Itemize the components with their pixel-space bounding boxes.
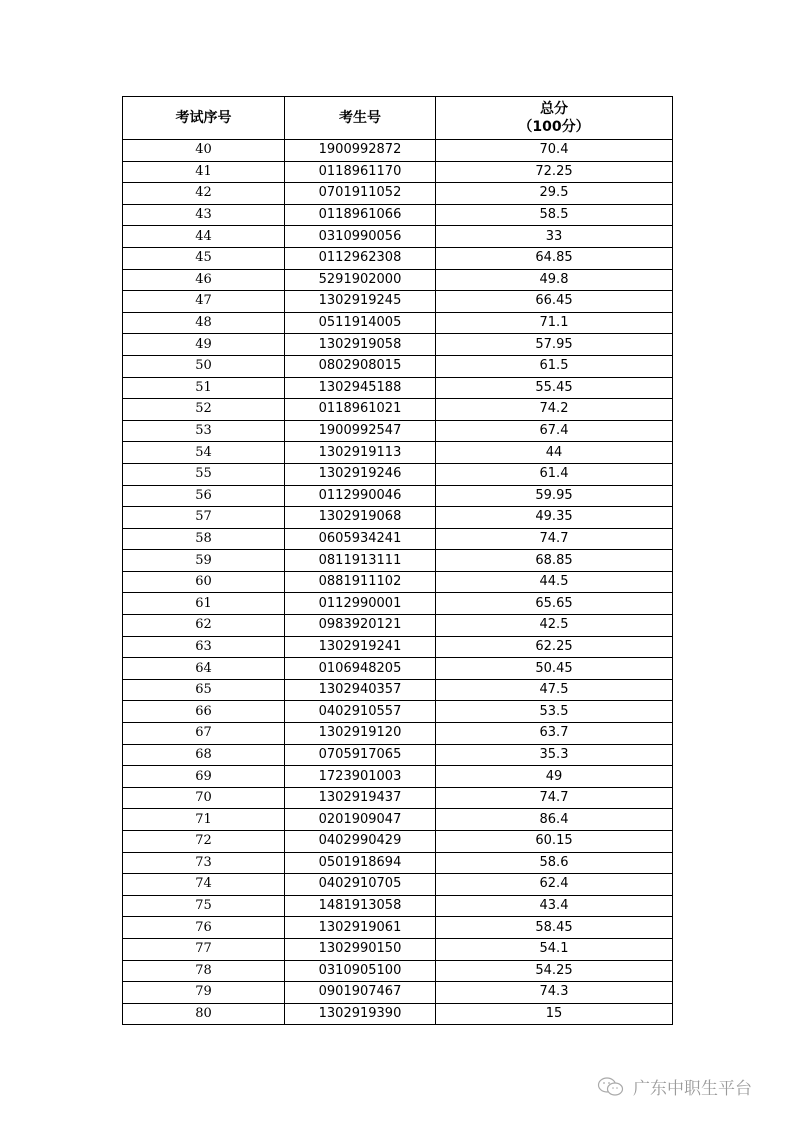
total-score-cell: 66.45 bbox=[436, 291, 673, 313]
score-table bbox=[122, 96, 673, 1025]
exam-seq-cell: 65 bbox=[123, 679, 285, 701]
table-row bbox=[123, 1003, 673, 1025]
table-row bbox=[123, 679, 673, 701]
total-score-cell: 47.5 bbox=[436, 679, 673, 701]
total-score-cell: 64.85 bbox=[436, 247, 673, 269]
table-row bbox=[123, 377, 673, 399]
exam-seq-cell: 56 bbox=[123, 485, 285, 507]
total-score-cell: 62.25 bbox=[436, 636, 673, 658]
table-row bbox=[123, 463, 673, 485]
total-score-cell: 35.3 bbox=[436, 744, 673, 766]
total-score-cell: 60.15 bbox=[436, 831, 673, 853]
total-score-cell: 61.4 bbox=[436, 463, 673, 485]
exam-seq-cell: 47 bbox=[123, 291, 285, 313]
exam-seq-cell: 60 bbox=[123, 571, 285, 593]
table-row bbox=[123, 161, 673, 183]
header-total-score bbox=[436, 97, 673, 140]
total-score-cell: 55.45 bbox=[436, 377, 673, 399]
total-score-cell: 59.95 bbox=[436, 485, 673, 507]
exam-seq-cell: 48 bbox=[123, 312, 285, 334]
table-row bbox=[123, 917, 673, 939]
exam-seq-cell: 53 bbox=[123, 420, 285, 442]
total-score-cell: 62.4 bbox=[436, 874, 673, 896]
exam-seq-cell: 54 bbox=[123, 442, 285, 464]
exam-seq-cell: 52 bbox=[123, 399, 285, 421]
total-score-cell: 74.7 bbox=[436, 528, 673, 550]
table-row bbox=[123, 982, 673, 1004]
header-exam-seq: 考试序号 bbox=[123, 97, 285, 140]
exam-seq-cell: 79 bbox=[123, 982, 285, 1004]
total-score-cell: 74.3 bbox=[436, 982, 673, 1004]
candidate-id-cell: 0983920121 bbox=[285, 615, 436, 637]
candidate-id-cell: 1900992547 bbox=[285, 420, 436, 442]
candidate-id-cell: 1900992872 bbox=[285, 140, 436, 162]
candidate-id-cell: 1481913058 bbox=[285, 895, 436, 917]
candidate-id-cell: 1302919241 bbox=[285, 636, 436, 658]
header-total-label: 总分 bbox=[540, 101, 568, 117]
table-row bbox=[123, 485, 673, 507]
exam-seq-cell: 57 bbox=[123, 507, 285, 529]
table-row bbox=[123, 442, 673, 464]
exam-seq-cell: 67 bbox=[123, 723, 285, 745]
exam-seq-cell: 42 bbox=[123, 183, 285, 205]
table-row bbox=[123, 507, 673, 529]
total-score-cell: 68.85 bbox=[436, 550, 673, 572]
candidate-id-cell: 1302990150 bbox=[285, 938, 436, 960]
total-score-cell: 53.5 bbox=[436, 701, 673, 723]
candidate-id-cell: 0705917065 bbox=[285, 744, 436, 766]
table-row bbox=[123, 874, 673, 896]
total-score-cell: 54.25 bbox=[436, 960, 673, 982]
candidate-id-cell: 0118961170 bbox=[285, 161, 436, 183]
total-score-cell: 49.35 bbox=[436, 507, 673, 529]
exam-seq-cell: 51 bbox=[123, 377, 285, 399]
candidate-id-cell: 0118961021 bbox=[285, 399, 436, 421]
total-score-cell: 74.7 bbox=[436, 787, 673, 809]
candidate-id-cell: 1302919437 bbox=[285, 787, 436, 809]
exam-seq-cell: 70 bbox=[123, 787, 285, 809]
candidate-id-cell: 1302919120 bbox=[285, 723, 436, 745]
exam-seq-cell: 45 bbox=[123, 247, 285, 269]
table-row bbox=[123, 420, 673, 442]
total-score-cell: 43.4 bbox=[436, 895, 673, 917]
table-row bbox=[123, 571, 673, 593]
table-body bbox=[123, 140, 673, 1025]
table-row bbox=[123, 766, 673, 788]
table-row bbox=[123, 723, 673, 745]
total-score-cell: 29.5 bbox=[436, 183, 673, 205]
total-score-cell: 70.4 bbox=[436, 140, 673, 162]
candidate-id-cell: 1302940357 bbox=[285, 679, 436, 701]
exam-seq-cell: 75 bbox=[123, 895, 285, 917]
candidate-id-cell: 1302919061 bbox=[285, 917, 436, 939]
total-score-cell: 65.65 bbox=[436, 593, 673, 615]
exam-seq-cell: 72 bbox=[123, 831, 285, 853]
total-score-cell: 67.4 bbox=[436, 420, 673, 442]
exam-seq-cell: 62 bbox=[123, 615, 285, 637]
total-score-cell: 42.5 bbox=[436, 615, 673, 637]
candidate-id-cell: 1302945188 bbox=[285, 377, 436, 399]
candidate-id-cell: 1302919068 bbox=[285, 507, 436, 529]
total-score-cell: 61.5 bbox=[436, 355, 673, 377]
candidate-id-cell: 1723901003 bbox=[285, 766, 436, 788]
exam-seq-cell: 61 bbox=[123, 593, 285, 615]
table-row bbox=[123, 744, 673, 766]
table-row bbox=[123, 226, 673, 248]
exam-seq-cell: 44 bbox=[123, 226, 285, 248]
exam-seq-cell: 76 bbox=[123, 917, 285, 939]
candidate-id-cell: 0118961066 bbox=[285, 204, 436, 226]
exam-seq-cell: 43 bbox=[123, 204, 285, 226]
exam-seq-cell: 63 bbox=[123, 636, 285, 658]
table-row bbox=[123, 895, 673, 917]
header-candidate-id: 考生号 bbox=[285, 97, 436, 140]
candidate-id-cell: 0402910557 bbox=[285, 701, 436, 723]
candidate-id-cell: 0112990001 bbox=[285, 593, 436, 615]
candidate-id-cell: 0501918694 bbox=[285, 852, 436, 874]
table-row bbox=[123, 399, 673, 421]
table-row bbox=[123, 204, 673, 226]
total-score-cell: 74.2 bbox=[436, 399, 673, 421]
table-row bbox=[123, 787, 673, 809]
exam-seq-cell: 58 bbox=[123, 528, 285, 550]
total-score-cell: 54.1 bbox=[436, 938, 673, 960]
total-score-cell: 44.5 bbox=[436, 571, 673, 593]
total-score-cell: 58.5 bbox=[436, 204, 673, 226]
candidate-id-cell: 0901907467 bbox=[285, 982, 436, 1004]
exam-seq-cell: 78 bbox=[123, 960, 285, 982]
table-row bbox=[123, 355, 673, 377]
candidate-id-cell: 0811913111 bbox=[285, 550, 436, 572]
table-row bbox=[123, 593, 673, 615]
exam-seq-cell: 77 bbox=[123, 938, 285, 960]
exam-seq-cell: 73 bbox=[123, 852, 285, 874]
total-score-cell: 58.45 bbox=[436, 917, 673, 939]
exam-seq-cell: 66 bbox=[123, 701, 285, 723]
table-row bbox=[123, 701, 673, 723]
total-score-cell: 63.7 bbox=[436, 723, 673, 745]
total-score-cell: 44 bbox=[436, 442, 673, 464]
table-row bbox=[123, 334, 673, 356]
header-total-sub: （100分） bbox=[518, 119, 590, 135]
candidate-id-cell: 0802908015 bbox=[285, 355, 436, 377]
total-score-cell: 71.1 bbox=[436, 312, 673, 334]
candidate-id-cell: 0701911052 bbox=[285, 183, 436, 205]
table-row bbox=[123, 247, 673, 269]
candidate-id-cell: 0402990429 bbox=[285, 831, 436, 853]
total-score-cell: 49.8 bbox=[436, 269, 673, 291]
exam-seq-cell: 55 bbox=[123, 463, 285, 485]
watermark bbox=[597, 1074, 752, 1099]
exam-seq-cell: 41 bbox=[123, 161, 285, 183]
table-row bbox=[123, 960, 673, 982]
exam-seq-cell: 80 bbox=[123, 1003, 285, 1025]
total-score-cell: 86.4 bbox=[436, 809, 673, 831]
candidate-id-cell: 0310990056 bbox=[285, 226, 436, 248]
table-row bbox=[123, 938, 673, 960]
candidate-id-cell: 1302919058 bbox=[285, 334, 436, 356]
exam-seq-cell: 71 bbox=[123, 809, 285, 831]
total-score-cell: 49 bbox=[436, 766, 673, 788]
table-row bbox=[123, 183, 673, 205]
wechat-icon bbox=[597, 1076, 625, 1098]
exam-seq-cell: 50 bbox=[123, 355, 285, 377]
table-row bbox=[123, 615, 673, 637]
total-score-cell: 15 bbox=[436, 1003, 673, 1025]
total-score-cell: 72.25 bbox=[436, 161, 673, 183]
exam-seq-cell: 68 bbox=[123, 744, 285, 766]
exam-seq-cell: 59 bbox=[123, 550, 285, 572]
exam-seq-cell: 74 bbox=[123, 874, 285, 896]
candidate-id-cell: 1302919245 bbox=[285, 291, 436, 313]
candidate-id-cell: 0310905100 bbox=[285, 960, 436, 982]
table-row bbox=[123, 658, 673, 680]
exam-seq-cell: 64 bbox=[123, 658, 285, 680]
total-score-cell: 50.45 bbox=[436, 658, 673, 680]
table-header-row bbox=[123, 97, 673, 140]
candidate-id-cell: 0605934241 bbox=[285, 528, 436, 550]
candidate-id-cell: 5291902000 bbox=[285, 269, 436, 291]
table-row bbox=[123, 291, 673, 313]
table-row bbox=[123, 528, 673, 550]
total-score-cell: 33 bbox=[436, 226, 673, 248]
exam-seq-cell: 46 bbox=[123, 269, 285, 291]
table-row bbox=[123, 636, 673, 658]
watermark-text: 广东中职生平台 bbox=[633, 1079, 752, 1099]
candidate-id-cell: 1302919390 bbox=[285, 1003, 436, 1025]
table-row bbox=[123, 269, 673, 291]
candidate-id-cell: 1302919246 bbox=[285, 463, 436, 485]
table-row bbox=[123, 140, 673, 162]
total-score-cell: 58.6 bbox=[436, 852, 673, 874]
table-row bbox=[123, 852, 673, 874]
candidate-id-cell: 0106948205 bbox=[285, 658, 436, 680]
table-row bbox=[123, 550, 673, 572]
candidate-id-cell: 1302919113 bbox=[285, 442, 436, 464]
candidate-id-cell: 0112990046 bbox=[285, 485, 436, 507]
candidate-id-cell: 0201909047 bbox=[285, 809, 436, 831]
table-row bbox=[123, 831, 673, 853]
candidate-id-cell: 0511914005 bbox=[285, 312, 436, 334]
candidate-id-cell: 0112962308 bbox=[285, 247, 436, 269]
table-row bbox=[123, 809, 673, 831]
candidate-id-cell: 0402910705 bbox=[285, 874, 436, 896]
exam-seq-cell: 69 bbox=[123, 766, 285, 788]
exam-seq-cell: 40 bbox=[123, 140, 285, 162]
candidate-id-cell: 0881911102 bbox=[285, 571, 436, 593]
table-row bbox=[123, 312, 673, 334]
total-score-cell: 57.95 bbox=[436, 334, 673, 356]
exam-seq-cell: 49 bbox=[123, 334, 285, 356]
